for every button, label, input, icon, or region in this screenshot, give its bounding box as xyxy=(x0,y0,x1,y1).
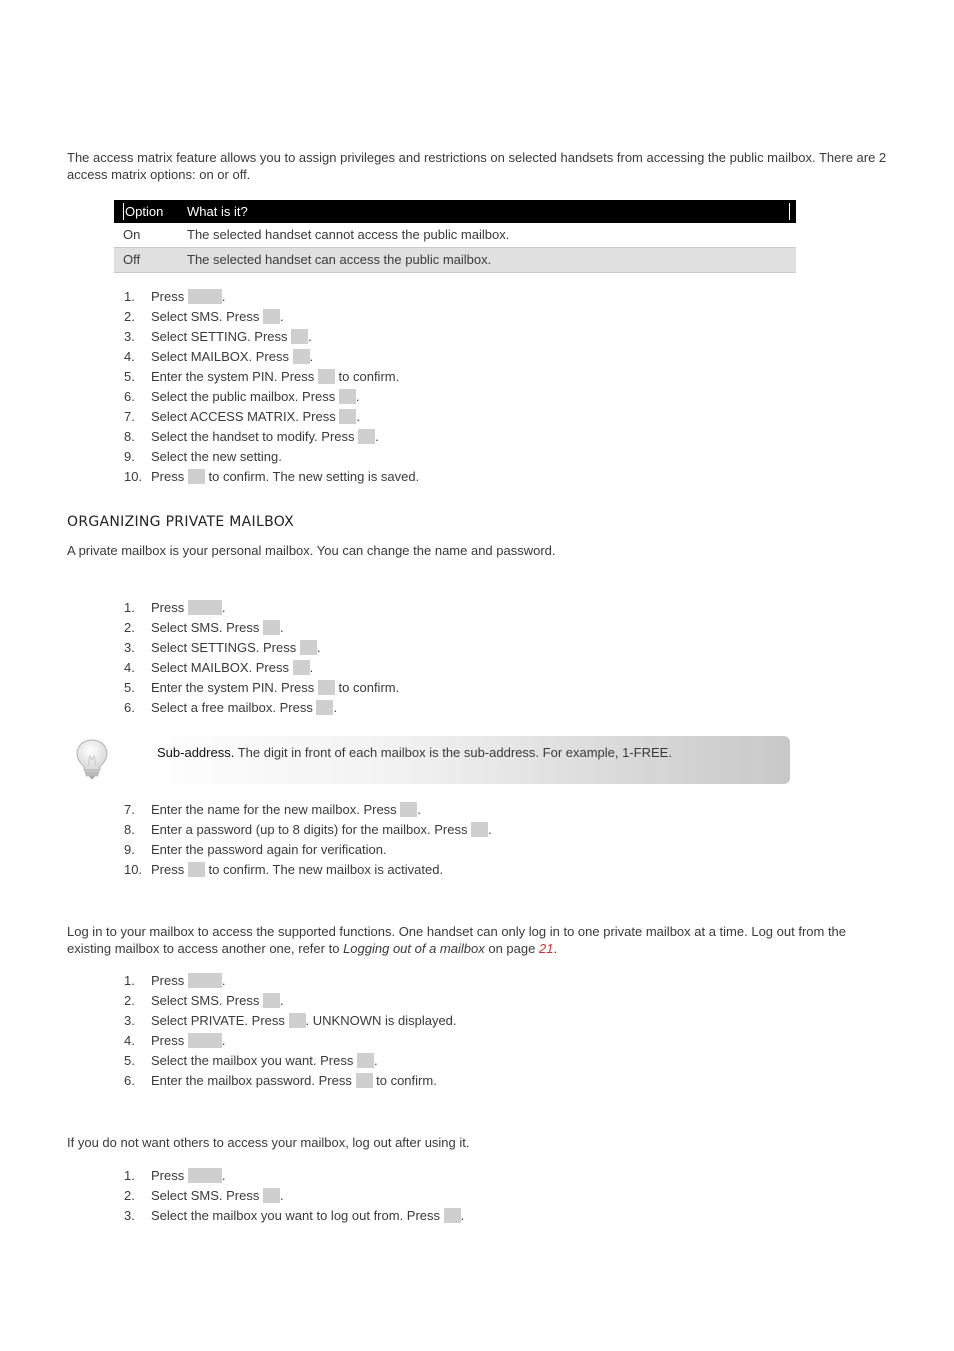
access-matrix-intro: The access matrix feature allows you to assign privileges and restrictions on selected handsets from accessing the public mailbox. There are 2 access matrix options: on or off. xyxy=(67,150,887,182)
lightbulb-icon xyxy=(74,738,110,780)
table-cell-description: The selected handset cannot access the public mailbox. xyxy=(187,227,510,242)
table-header-option: Option xyxy=(125,204,164,219)
ok-key-icon xyxy=(318,680,335,695)
access-matrix-table xyxy=(114,200,796,273)
login-intro: Log in to your mailbox to access the supported functions. One handset can only log in to one private mailbox at a time. Log out from the existing mailbox to access another one, refer to Logging out of a mailbox on page 21. xyxy=(67,924,847,956)
ok-key-icon xyxy=(263,1188,280,1203)
tip-text: Sub-address. The digit in front of each mailbox is the sub-address. For example, 1-FREE. xyxy=(157,745,672,760)
menu-key-icon xyxy=(188,1168,222,1183)
menu-key-icon xyxy=(188,973,222,988)
table-row xyxy=(114,248,796,273)
ok-key-icon xyxy=(291,329,308,344)
ok-key-icon xyxy=(444,1208,461,1223)
menu-key-icon xyxy=(188,289,222,304)
table-cell-option: On xyxy=(123,227,141,242)
ok-key-icon xyxy=(318,369,335,384)
ok-key-icon xyxy=(263,993,280,1008)
section-heading: ORGANIZING PRIVATE MAILBOX xyxy=(67,514,295,530)
ok-key-icon xyxy=(400,802,417,817)
ok-key-icon xyxy=(289,1013,306,1028)
ok-key-icon xyxy=(263,620,280,635)
ok-key-icon xyxy=(300,640,317,655)
ok-key-icon xyxy=(293,349,310,364)
ok-key-icon xyxy=(339,409,356,424)
ok-key-icon xyxy=(339,389,356,404)
cross-reference-link[interactable]: Logging out of a mailbox xyxy=(343,941,485,956)
ok-key-icon xyxy=(471,822,488,837)
ok-key-icon xyxy=(356,1073,373,1088)
table-header xyxy=(114,200,796,223)
table-header-description: What is it? xyxy=(187,204,248,219)
ok-key-icon xyxy=(293,660,310,675)
table-cell-option: Off xyxy=(123,252,141,267)
page-reference-link[interactable]: 21 xyxy=(538,941,554,956)
logout-intro: If you do not want others to access your mailbox, log out after using it. xyxy=(67,1135,470,1150)
private-mailbox-intro: A private mailbox is your personal mailbox. You can change the name and password. xyxy=(67,543,556,558)
menu-key-icon xyxy=(188,1033,222,1048)
table-cell-description: The selected handset can access the public mailbox. xyxy=(187,252,492,267)
ok-key-icon xyxy=(357,1053,374,1068)
ok-key-icon xyxy=(358,429,375,444)
menu-key-icon xyxy=(188,600,222,615)
ok-key-icon xyxy=(316,700,333,715)
ok-key-icon xyxy=(263,309,280,324)
ok-key-icon xyxy=(188,862,205,877)
ok-key-icon xyxy=(188,469,205,484)
table-row xyxy=(114,223,796,248)
